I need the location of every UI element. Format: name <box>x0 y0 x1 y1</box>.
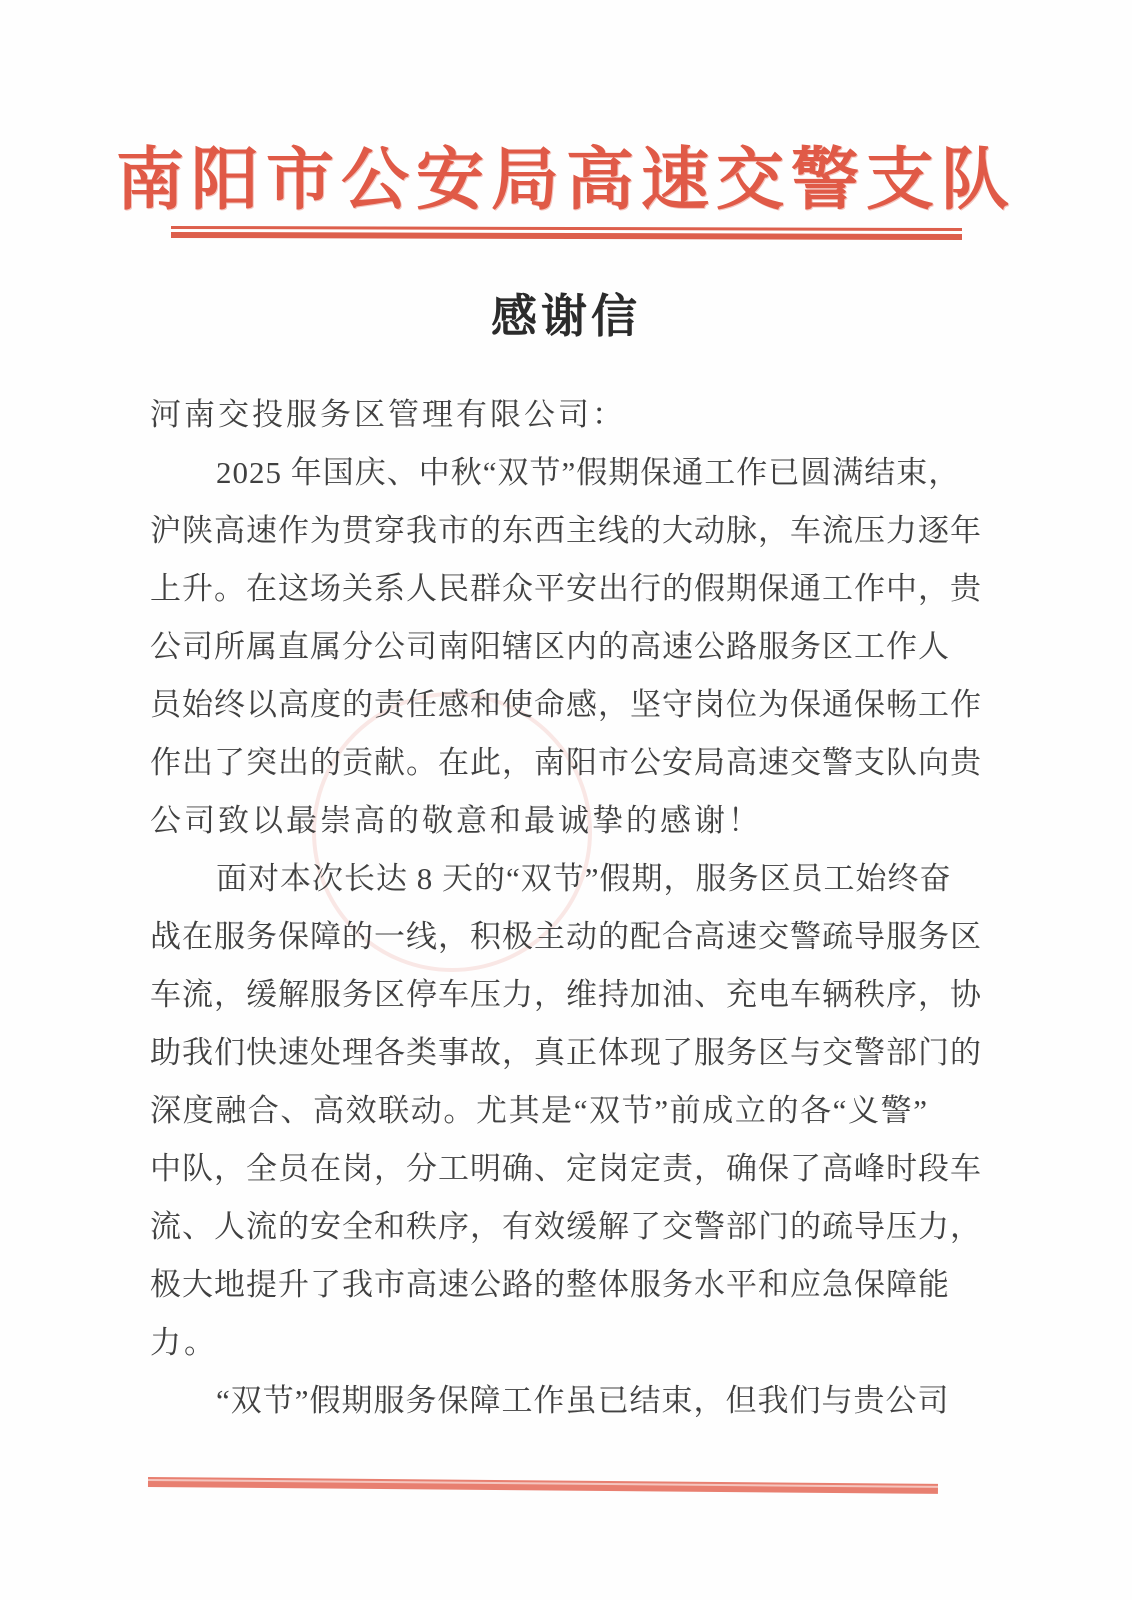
body-line: 员始终以高度的责任感和使命感，坚守岗位为保通保畅工作 <box>150 687 982 722</box>
body-line: 公司致以最崇高的敬意和最诚挚的感谢！ <box>150 803 762 838</box>
body-line: 2025 年国庆、中秋“双节”假期保通工作已圆满结束， <box>216 455 961 490</box>
body-line: 助我们快速处理各类事故，真正体现了服务区与交警部门的 <box>150 1035 982 1070</box>
letter-body <box>150 386 982 1430</box>
body-line: 面对本次长达 8 天的“双节”假期，服务区员工始终奋 <box>216 861 952 896</box>
document-title: 感谢信 <box>491 291 641 342</box>
letterhead-title: 南阳市公安局高速交警支队 <box>115 142 1016 218</box>
body-line: 上升。在这场关系人民群众平安出行的假期保通工作中，贵 <box>150 571 982 606</box>
body-line: 力。 <box>150 1325 218 1360</box>
body-line: 中队，全员在岗，分工明确、定岗定责，确保了高峰时段车 <box>150 1151 982 1186</box>
divider-thick-line <box>171 232 962 240</box>
footer-rule <box>148 1477 938 1494</box>
body-line: 公司所属直属分公司南阳辖区内的高速公路服务区工作人 <box>150 629 950 664</box>
body-line: 作出了突出的贡献。在此，南阳市公安局高速交警支队向贵 <box>150 745 982 780</box>
body-line: 沪陕高速作为贯穿我市的东西主线的大动脉，车流压力逐年 <box>150 513 982 548</box>
footer-rule-highlight <box>148 1479 938 1488</box>
body-line: 车流，缓解服务区停车压力，维持加油、充电车辆秩序，协 <box>150 977 982 1012</box>
body-line: “双节”假期服务保障工作虽已结束，但我们与贵公司 <box>216 1383 950 1418</box>
body-line: 流、人流的安全和秩序，有效缓解了交警部门的疏导压力， <box>150 1209 982 1244</box>
body-line: 深度融合、高效联动。尤其是“双节”前成立的各“义警” <box>150 1093 928 1128</box>
body-line: 战在服务保障的一线，积极主动的配合高速交警疏导服务区 <box>150 919 982 954</box>
body-line: 河南交投服务区管理有限公司： <box>150 397 626 432</box>
letterhead-divider <box>171 226 962 240</box>
body-line: 极大地提升了我市高速公路的整体服务水平和应急保障能 <box>150 1267 950 1302</box>
divider-thin-line <box>171 226 962 231</box>
